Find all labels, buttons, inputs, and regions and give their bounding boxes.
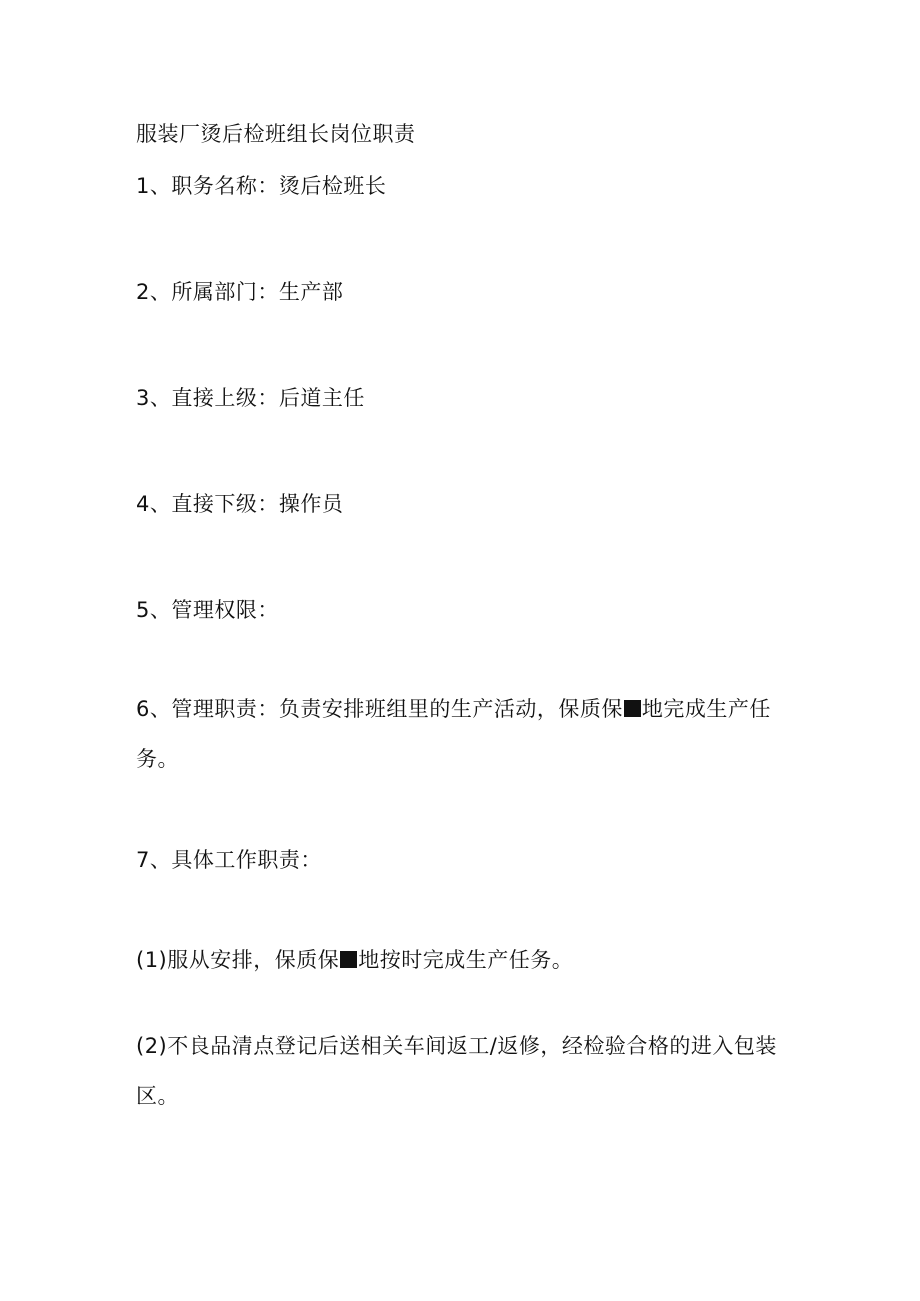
redacted-square-mark (340, 951, 357, 968)
item-direct-superior: 3、直接上级：后道主任 (136, 386, 365, 410)
item-direct-subordinate: 4、直接下级：操作员 (136, 492, 344, 516)
item-department: 2、所属部门：生产部 (136, 280, 344, 304)
document-title: 服装厂烫后检班组长岗位职责 (136, 122, 416, 146)
redacted-square-mark (624, 700, 641, 717)
specific-duty-1-text-before: (1)服从安排，保质保 (136, 948, 340, 972)
management-duty-text-before: 6、管理职责：负责安排班组里的生产活动，保质保 (136, 697, 623, 721)
specific-duties-heading: 7、具体工作职责： (136, 848, 322, 872)
management-duty-text-after: 地完成生产任务。 (136, 697, 771, 771)
item-job-title: 1、职务名称：烫后检班长 (136, 174, 387, 198)
item-management-duty (136, 684, 796, 784)
specific-duty-1-text-after: 地按时完成生产任务。 (358, 948, 574, 972)
specific-duty-item-1 (136, 946, 796, 974)
item-management-authority: 5、管理权限： (136, 598, 279, 622)
specific-duty-item-2: (2)不良品清点登记后送相关车间返工/返修，经检验合格的进入包装区。 (136, 1034, 777, 1108)
